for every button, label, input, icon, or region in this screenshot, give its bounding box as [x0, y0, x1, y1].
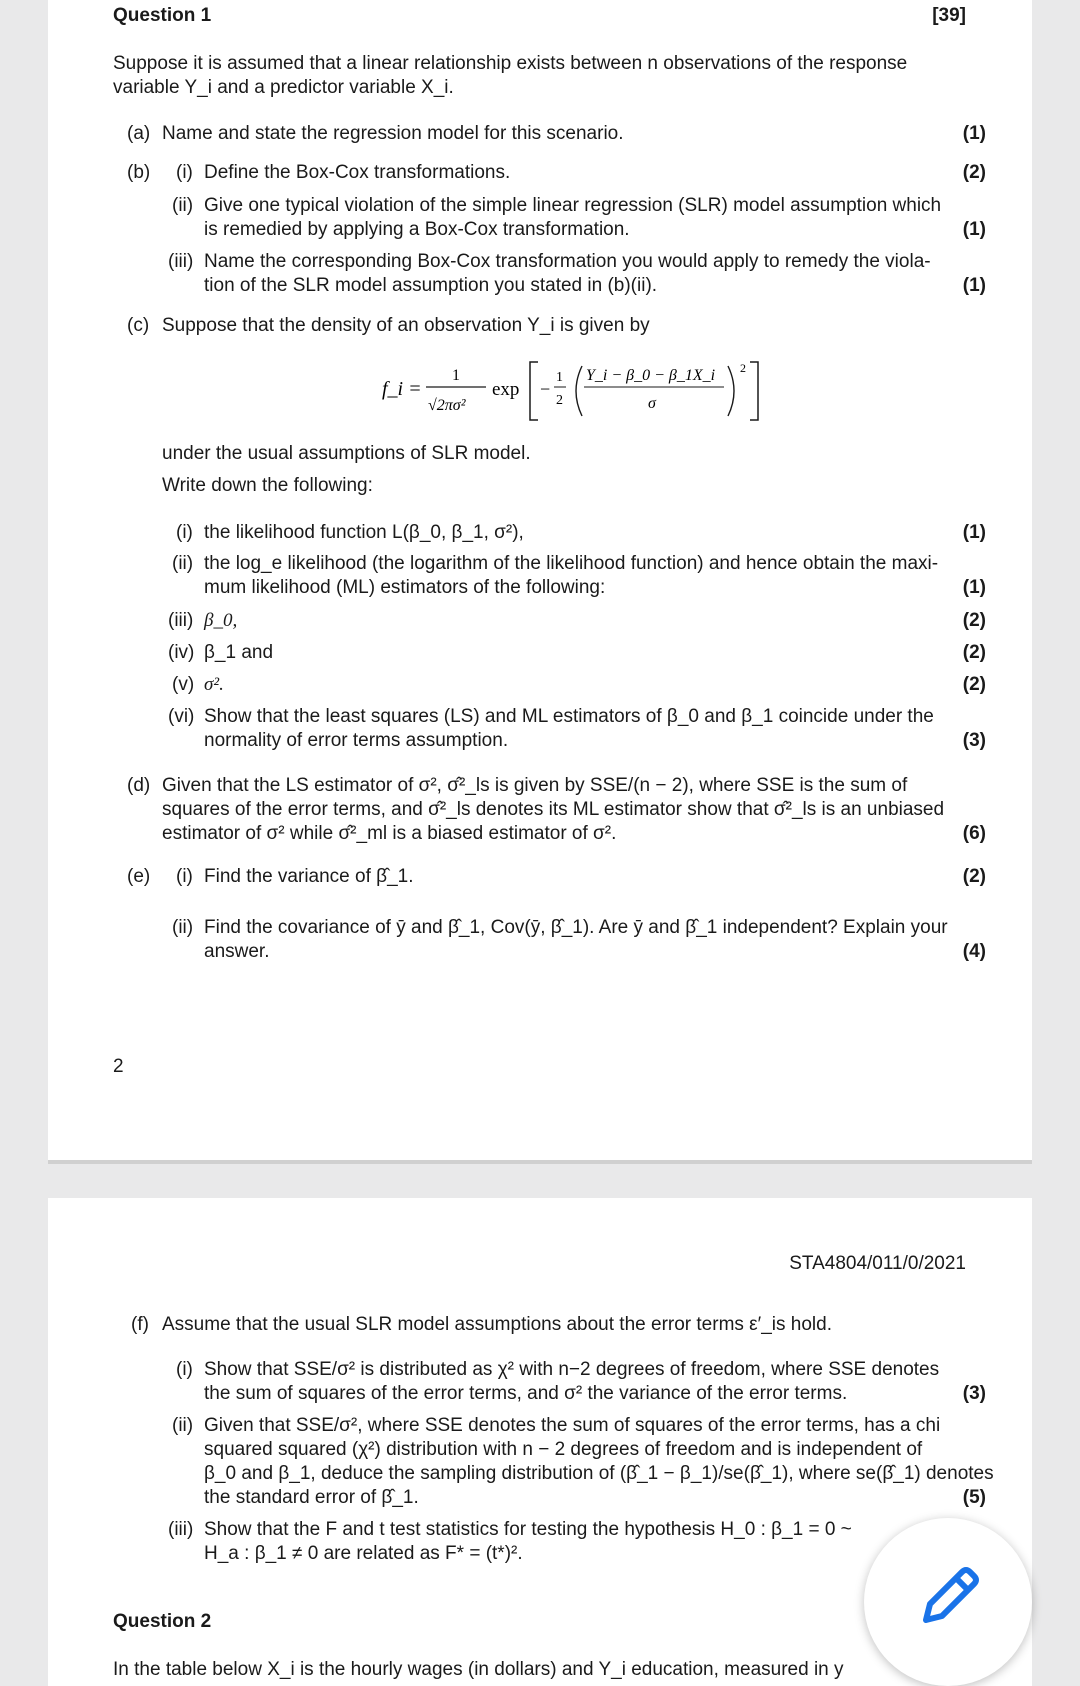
intro-line-2: variable Y_i and a predictor variable X_i.: [113, 77, 454, 98]
formula-half-num: 1: [556, 370, 563, 385]
edit-fab-button[interactable]: [864, 1518, 1032, 1686]
part-f-ii-marks: (5): [962, 1487, 986, 1508]
part-c-i-marks: (1): [962, 522, 986, 543]
part-f-ii-line-2: squared squared (χ²) distribution with n − 2 degrees of freedom and is independent of: [204, 1439, 923, 1460]
formula-inner-num: Y_i − β_0 − β_1X_i: [586, 367, 716, 384]
question-1-heading: Question 1: [113, 5, 212, 26]
part-f-ii-line-3: β_0 and β_1, deduce the sampling distribution of (β̂_1 − β_1)/se(β̂_1), where se(β̂_1) denotes: [204, 1463, 994, 1484]
part-c-ii-label: (ii): [172, 553, 194, 574]
part-c-after-1: under the usual assumptions of SLR model.: [162, 443, 531, 464]
part-b-iii-line-1: Name the corresponding Box-Cox transformation you would apply to remedy the viola-: [204, 251, 931, 272]
part-c-iv-text: β_1 and: [204, 642, 274, 663]
part-e-i-text: Find the variance of β̂_1.: [204, 866, 414, 887]
part-e-ii-line-2: answer.: [204, 941, 270, 962]
part-d-label: (d): [127, 775, 151, 796]
question-1-marks: [39]: [932, 5, 966, 26]
part-c-vi-marks: (3): [962, 730, 986, 751]
part-f-i-marks: (3): [962, 1383, 986, 1404]
part-b-ii-label: (ii): [172, 195, 194, 216]
part-c-vi-line-2: normality of error terms assumption.: [204, 730, 509, 751]
question-2-text: In the table below X_i is the hourly wages (in dollars) and Y_i education, measured in y: [113, 1659, 844, 1680]
part-b-iii-line-2: tion of the SLR model assumption you stated in (b)(ii).: [204, 275, 658, 296]
formula-half-den: 2: [556, 393, 563, 408]
pencil-icon: [914, 1562, 984, 1632]
part-f-i-line-1: Show that SSE/σ² is distributed as χ² with n−2 degrees of freedom, where SSE denotes: [204, 1359, 940, 1380]
part-e-label: (e): [127, 866, 151, 887]
part-c-iv-label: (iv): [168, 642, 195, 663]
intro-line-1: Suppose it is assumed that a linear relationship exists between n observations of the response: [113, 53, 908, 74]
density-formula: [378, 350, 798, 430]
part-c-after-2: Write down the following:: [162, 475, 373, 496]
part-c-label: (c): [127, 315, 150, 336]
part-b-label: (b): [127, 162, 151, 183]
part-f-text: Assume that the usual SLR model assumptions about the error terms ε′_is hold.: [162, 1314, 832, 1335]
part-f-iii-line-2: H_a : β_1 ≠ 0 are related as F* = (t*)².: [204, 1543, 523, 1564]
part-b-i-label: (i): [176, 162, 193, 183]
part-b-ii-line-2: is remedied by applying a Box-Cox transformation.: [204, 219, 630, 240]
question-2-heading: Question 2: [113, 1611, 212, 1632]
part-d-line-1: Given that the LS estimator of σ², σ̂²_ls is given by SSE/(n − 2), where SSE is the sum of: [162, 775, 908, 796]
part-c-iii-label: (iii): [168, 610, 194, 631]
part-e-ii-marks: (4): [962, 941, 986, 962]
formula-sigma: σ: [648, 395, 656, 412]
part-c-i-text: the likelihood function L(β_0, β_1, σ²),: [204, 522, 524, 543]
part-f-ii-label: (ii): [172, 1415, 194, 1436]
part-c-text: Suppose that the density of an observation Y_i is given by: [162, 315, 650, 336]
part-a-marks: (1): [962, 123, 986, 144]
part-f-iii-label: (iii): [168, 1519, 194, 1540]
part-c-ii-line-1: the log_e likelihood (the logarithm of the likelihood function) and hence obtain the maxi-: [204, 553, 939, 574]
part-b-i-marks: (2): [962, 162, 986, 183]
part-c-v-marks: (2): [962, 674, 986, 695]
part-e-ii-line-1: Find the covariance of ȳ and β̂_1, Cov(ȳ, β̂_1). Are ȳ and β̂_1 independent? Explain your: [204, 917, 948, 938]
formula-exp: exp: [492, 379, 520, 400]
formula-denominator: √2πσ²: [428, 397, 466, 414]
part-c-v-label: (v): [172, 674, 195, 695]
part-c-vi-label: (vi): [168, 706, 195, 727]
module-code: STA4804/011/0/2021: [789, 1253, 966, 1274]
part-c-ii-marks: (1): [962, 577, 986, 598]
part-e-ii-label: (ii): [172, 917, 194, 938]
svg-text:−: −: [540, 379, 551, 399]
part-d-line-3: estimator of σ² while σ̂²_ml is a biased estimator of σ².: [162, 823, 617, 844]
part-b-iii-marks: (1): [962, 275, 986, 296]
part-f-ii-line-1: Given that SSE/σ², where SSE denotes the sum of squares of the error terms, has a chi: [204, 1415, 941, 1436]
part-b-iii-label: (iii): [168, 251, 194, 272]
part-f-iii-line-1: Show that the F and t test statistics for testing the hypothesis H_0 : β_1 = 0 ~: [204, 1519, 852, 1540]
part-a-text: Name and state the regression model for this scenario.: [162, 123, 624, 144]
part-c-vi-line-1: Show that the least squares (LS) and ML estimators of β_0 and β_1 coincide under the: [204, 706, 934, 727]
part-c-iii-text: β_0,: [204, 610, 238, 631]
part-c-iv-marks: (2): [962, 642, 986, 663]
page-separator: [48, 1160, 1032, 1164]
formula-numerator: 1: [452, 367, 460, 384]
part-e-i-label: (i): [176, 866, 193, 887]
part-d-line-2: squares of the error terms, and σ̂²_ls denotes its ML estimator show that σ̂²_ls is an unbiased: [162, 799, 945, 820]
part-d-marks: (6): [962, 823, 986, 844]
part-f-label: (f): [131, 1314, 149, 1335]
svg-text:2: 2: [740, 361, 746, 375]
formula-lhs: f_i =: [382, 378, 422, 400]
part-b-ii-line-1: Give one typical violation of the simple linear regression (SLR) model assumption which: [204, 195, 942, 216]
part-c-v-text: σ².: [204, 674, 224, 695]
part-e-i-marks: (2): [962, 866, 986, 887]
part-c-iii-marks: (2): [962, 610, 986, 631]
part-a-label: (a): [127, 123, 151, 144]
page-number: 2: [113, 1056, 124, 1077]
part-c-i-label: (i): [176, 522, 193, 543]
part-b-i-text: Define the Box-Cox transformations.: [204, 162, 511, 183]
part-f-ii-line-4: the standard error of β̂_1.: [204, 1487, 419, 1508]
part-b-ii-marks: (1): [962, 219, 986, 240]
part-f-i-line-2: the sum of squares of the error terms, and σ² the variance of the error terms.: [204, 1383, 848, 1404]
part-c-ii-line-2: mum likelihood (ML) estimators of the following:: [204, 577, 606, 598]
part-f-i-label: (i): [176, 1359, 193, 1380]
